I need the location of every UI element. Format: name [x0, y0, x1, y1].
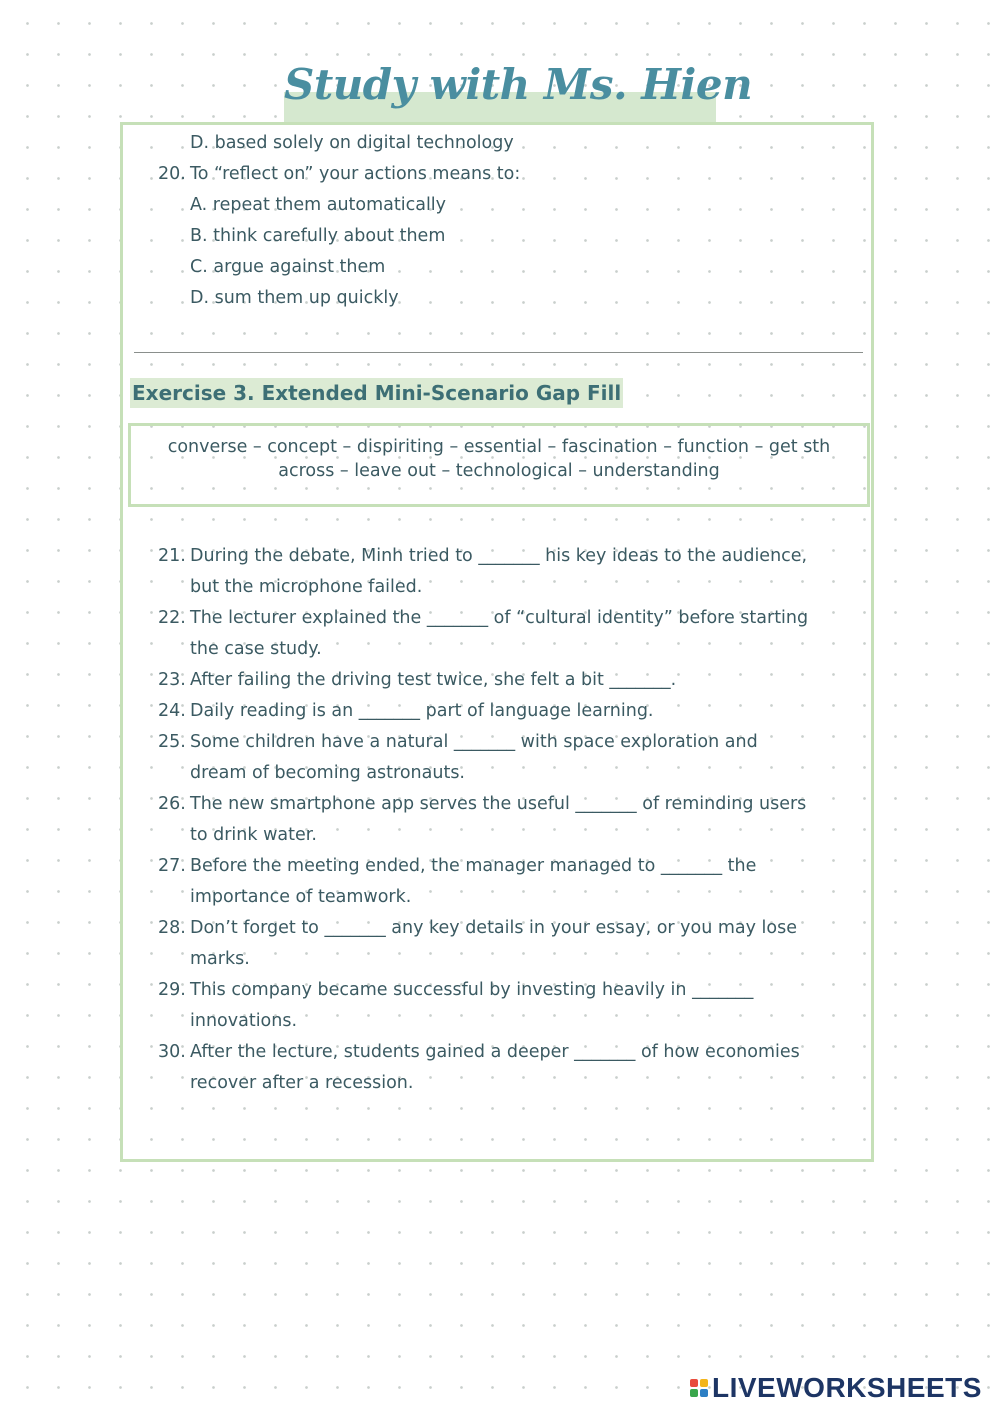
q28-number: 28.: [158, 918, 186, 938]
page-header: [284, 56, 753, 126]
word-bank-text: converse – concept – dispiriting – essential – fascination – function – get sth across – leave out – technological – understanding: [167, 437, 831, 481]
q20-option-d: D. sum them up quickly: [190, 288, 399, 308]
q25-line-1: Some children have a natural _______ with space exploration and: [190, 732, 758, 752]
q20-option-b: B. think carefully about them: [190, 226, 446, 246]
logo-text: LIVEWORKSHEETS: [712, 1372, 982, 1403]
q30-number: 30.: [158, 1042, 186, 1062]
exercise-3-heading: Exercise 3. Extended Mini-Scenario Gap Fill: [130, 378, 623, 408]
word-bank-box: [128, 423, 870, 507]
q20-number: 20.: [158, 164, 186, 184]
q25-line-2: dream of becoming astronauts.: [190, 763, 465, 783]
q22-number: 22.: [158, 608, 186, 628]
q21-line-2: but the microphone failed.: [190, 577, 423, 597]
q26-number: 26.: [158, 794, 186, 814]
q24-line-1: Daily reading is an _______ part of language learning.: [190, 701, 654, 721]
q19-option-d: D. based solely on digital technology: [190, 133, 514, 153]
page-title: Study with Ms. Hien: [284, 60, 753, 109]
logo-block-4: [700, 1389, 708, 1397]
q28-line-2: marks.: [190, 949, 250, 969]
q20-option-c: C. argue against them: [190, 257, 386, 277]
q21-number: 21.: [158, 546, 186, 566]
q21-line-1: During the debate, Minh tried to _______ his key ideas to the audience,: [190, 546, 808, 566]
q22-line-1: The lecturer explained the _______ of “cultural identity” before starting: [190, 608, 809, 628]
liveworksheets-logo[interactable]: [690, 1372, 982, 1404]
q27-line-1: Before the meeting ended, the manager managed to _______ the: [190, 856, 757, 876]
q23-line-1: After failing the driving test twice, she felt a bit _______.: [190, 670, 677, 690]
q28-line-1: Don’t forget to _______ any key details in your essay, or you may lose: [190, 918, 798, 938]
q20-option-a: A. repeat them automatically: [190, 195, 447, 215]
q26-line-1: The new smartphone app serves the useful _______ of reminding users: [190, 794, 807, 814]
section-divider: [134, 352, 863, 353]
q30-line-1: After the lecture, students gained a deeper _______ of how economies: [190, 1042, 800, 1062]
q25-number: 25.: [158, 732, 186, 752]
q22-line-2: the case study.: [190, 639, 322, 659]
logo-block-2: [700, 1379, 708, 1387]
q20-text: To “reflect on” your actions means to:: [190, 164, 521, 184]
logo-block-3: [690, 1389, 698, 1397]
q24-number: 24.: [158, 701, 186, 721]
q29-line-1: This company became successful by investing heavily in _______: [190, 980, 754, 1000]
logo-block-1: [690, 1379, 698, 1387]
q23-number: 23.: [158, 670, 186, 690]
logo-blocks-icon: [690, 1379, 708, 1397]
q27-number: 27.: [158, 856, 186, 876]
q26-line-2: to drink water.: [190, 825, 317, 845]
q30-line-2: recover after a recession.: [190, 1073, 414, 1093]
q29-line-2: innovations.: [190, 1011, 298, 1031]
q29-number: 29.: [158, 980, 186, 1000]
q27-line-2: importance of teamwork.: [190, 887, 412, 907]
